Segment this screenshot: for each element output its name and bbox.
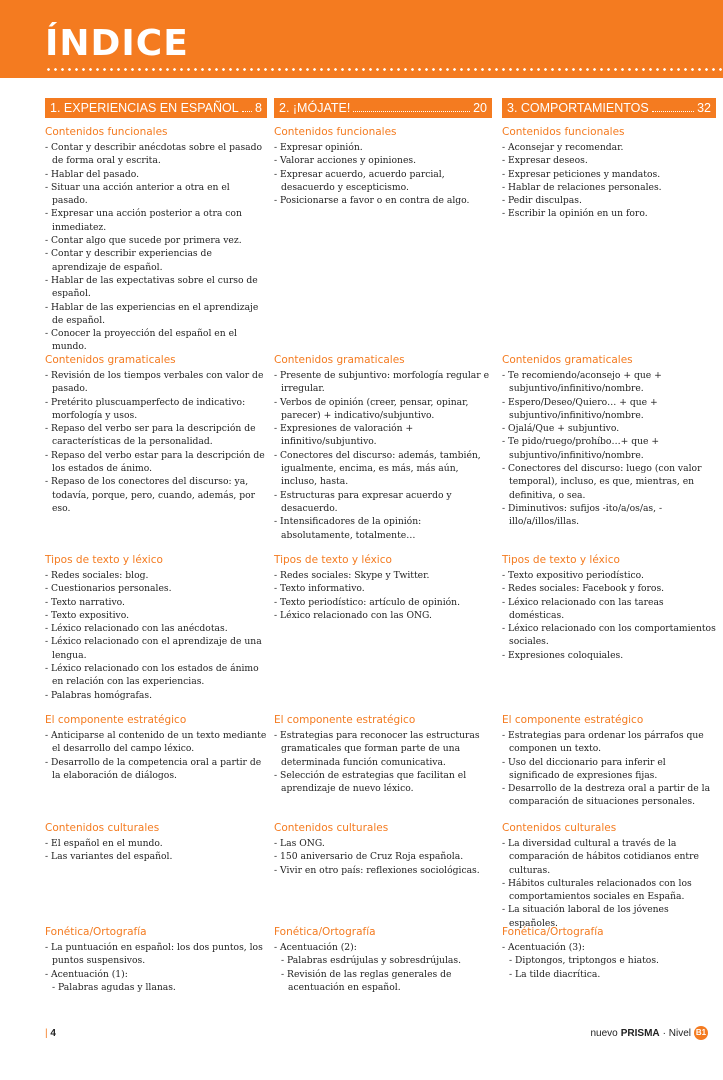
list-item: - Pretérito pluscuamperfecto de indicativo: morfología y usos. bbox=[45, 396, 267, 423]
list-item: - Conectores del discurso: luego (con valor temporal), incluso, es que, mientras, en definitiva, o sea. bbox=[502, 462, 716, 502]
section-list bbox=[502, 941, 716, 981]
chapter-header bbox=[274, 98, 492, 118]
section-title: Fonética/Ortografía bbox=[45, 926, 147, 938]
list-item: - Redes sociales: Facebook y foros. bbox=[502, 582, 716, 595]
section bbox=[45, 126, 267, 354]
list-item: - Léxico relacionado con las ONG. bbox=[274, 609, 492, 622]
section bbox=[274, 126, 492, 207]
section bbox=[502, 354, 716, 529]
list-item: - Aconsejar y recomendar. bbox=[502, 141, 716, 154]
list-item: - Te recomiendo/aconsejo + que + subjuntivo/infinitivo/nombre. bbox=[502, 369, 716, 396]
section bbox=[45, 822, 267, 864]
list-item: - Verbos de opinión (creer, pensar, opinar, parecer) + indicativo/subjuntivo. bbox=[274, 396, 492, 423]
section-list bbox=[274, 569, 492, 622]
list-item: - Acentuación (1): bbox=[45, 968, 267, 981]
list-item: - Hábitos culturales relacionados con los comportamientos sociales en España. bbox=[502, 877, 716, 904]
section-title: Contenidos funcionales bbox=[502, 126, 625, 138]
section-title: El componente estratégico bbox=[45, 714, 187, 726]
section-title: Contenidos funcionales bbox=[274, 126, 397, 138]
chapter-name: 3. COMPORTAMIENTOS bbox=[507, 101, 649, 115]
list-item: - Las variantes del español. bbox=[45, 850, 267, 863]
section-list bbox=[502, 141, 716, 221]
list-item: - Hablar del pasado. bbox=[45, 168, 267, 181]
list-item: - La tilde diacrítica. bbox=[502, 968, 716, 981]
list-item: - Situar una acción anterior a otra en el pasado. bbox=[45, 181, 267, 208]
section bbox=[502, 126, 716, 221]
list-item: - Hablar de las experiencias en el aprendizaje de español. bbox=[45, 301, 267, 328]
list-item: - Selección de estrategias que facilitan el aprendizaje de nuevo léxico. bbox=[274, 769, 492, 796]
list-item: - Uso del diccionario para inferir el significado de expresiones fijas. bbox=[502, 756, 716, 783]
list-item: - Posicionarse a favor o en contra de algo. bbox=[274, 194, 492, 207]
section-list bbox=[502, 729, 716, 809]
list-item: - Intensificadores de la opinión: absolutamente, totalmente… bbox=[274, 515, 492, 542]
list-item: - Hablar de las expectativas sobre el curso de español. bbox=[45, 274, 267, 301]
section-title: Fonética/Ortografía bbox=[274, 926, 376, 938]
list-item: - 150 aniversario de Cruz Roja española. bbox=[274, 850, 492, 863]
list-item: - Revisión de los tiempos verbales con valor de pasado. bbox=[45, 369, 267, 396]
list-item: - Desarrollo de la competencia oral a partir de la elaboración de diálogos. bbox=[45, 756, 267, 783]
section bbox=[45, 554, 267, 702]
list-item: - Ojalá/Que + subjuntivo. bbox=[502, 422, 716, 435]
list-item: - Texto expositivo periodístico. bbox=[502, 569, 716, 582]
list-item: - Léxico relacionado con los comportamientos sociales. bbox=[502, 622, 716, 649]
chapter-page: 20 bbox=[473, 101, 487, 115]
list-item: - Texto periodístico: artículo de opinión. bbox=[274, 596, 492, 609]
list-item: - Palabras homógrafas. bbox=[45, 689, 267, 702]
list-item: - El español en el mundo. bbox=[45, 837, 267, 850]
chapter-name: 1. EXPERIENCIAS EN ESPAÑOL bbox=[50, 101, 239, 115]
list-item: - La situación laboral de los jóvenes españoles. bbox=[502, 903, 716, 930]
list-item: - Expresar opinión. bbox=[274, 141, 492, 154]
section-title: Contenidos culturales bbox=[45, 822, 160, 834]
list-item: - Palabras esdrújulas y sobresdrújulas. bbox=[274, 954, 492, 967]
list-item: - Conocer la proyección del español en el mundo. bbox=[45, 327, 267, 354]
header-band bbox=[0, 0, 723, 78]
list-item: - Contar algo que sucede por primera vez. bbox=[45, 234, 267, 247]
chapter-header bbox=[502, 98, 716, 118]
list-item: - Redes sociales: Skype y Twitter. bbox=[274, 569, 492, 582]
section-list bbox=[274, 369, 492, 542]
section bbox=[274, 822, 492, 877]
section-list bbox=[274, 837, 492, 877]
list-item: - Expresiones de valoración + infinitivo/subjuntivo. bbox=[274, 422, 492, 449]
section bbox=[274, 354, 492, 542]
list-item: - Expresar deseos. bbox=[502, 154, 716, 167]
section-list bbox=[45, 729, 267, 782]
section-list bbox=[45, 569, 267, 702]
section bbox=[274, 926, 492, 994]
chapter-name: 2. ¡MÓJATE! bbox=[279, 101, 351, 115]
list-item: - La puntuación en español: los dos puntos, los puntos suspensivos. bbox=[45, 941, 267, 968]
section-list bbox=[502, 369, 716, 529]
list-item: - Hablar de relaciones personales. bbox=[502, 181, 716, 194]
list-item: - Léxico relacionado con las tareas domésticas. bbox=[502, 596, 716, 623]
list-item: - Repaso de los conectores del discurso: ya, todavía, porque, pero, cuando, además, por eso. bbox=[45, 475, 267, 515]
list-item: - Léxico relacionado con el aprendizaje de una lengua. bbox=[45, 635, 267, 662]
section-title: Fonética/Ortografía bbox=[502, 926, 604, 938]
footer-brand bbox=[591, 1026, 709, 1040]
level-label: · Nivel bbox=[662, 1027, 691, 1039]
section bbox=[502, 926, 716, 981]
section-title: El componente estratégico bbox=[274, 714, 416, 726]
brand-name: PRISMA bbox=[620, 1027, 660, 1039]
list-item: - Expresar una acción posterior a otra con inmediatez. bbox=[45, 207, 267, 234]
list-item: - Presente de subjuntivo: morfología regular e irregular. bbox=[274, 369, 492, 396]
section-list bbox=[45, 369, 267, 515]
list-item: - Estructuras para expresar acuerdo y desacuerdo. bbox=[274, 489, 492, 516]
section-list bbox=[45, 941, 267, 994]
list-item: - Desarrollo de la destreza oral a partir de la comparación de situaciones personales. bbox=[502, 782, 716, 809]
section bbox=[502, 822, 716, 930]
list-item: - Revisión de las reglas generales de acentuación en español. bbox=[274, 968, 492, 995]
section-title: Tipos de texto y léxico bbox=[274, 554, 392, 566]
list-item: - Palabras agudas y llanas. bbox=[45, 981, 267, 994]
chapter-page: 32 bbox=[697, 101, 711, 115]
list-item: - Acentuación (2): bbox=[274, 941, 492, 954]
list-item: - Texto narrativo. bbox=[45, 596, 267, 609]
section-title: El componente estratégico bbox=[502, 714, 644, 726]
list-item: - Contar y describir experiencias de aprendizaje de español. bbox=[45, 247, 267, 274]
section-title: Contenidos gramaticales bbox=[274, 354, 405, 366]
section-list bbox=[45, 141, 267, 354]
list-item: - Diminutivos: sufijos -ito/a/os/as, -illo/a/illos/illas. bbox=[502, 502, 716, 529]
list-item: - Cuestionarios personales. bbox=[45, 582, 267, 595]
chapter-header bbox=[45, 98, 267, 118]
chapter-column bbox=[274, 98, 492, 993]
chapter-page: 8 bbox=[255, 101, 262, 115]
list-item: - Vivir en otro país: reflexiones sociológicas. bbox=[274, 864, 492, 877]
chapter-column bbox=[45, 98, 267, 993]
section-title: Contenidos gramaticales bbox=[45, 354, 176, 366]
section bbox=[502, 554, 716, 662]
list-item: - Léxico relacionado con los estados de ánimo en relación con las experiencias. bbox=[45, 662, 267, 689]
level-badge: B1 bbox=[694, 1026, 708, 1040]
page-number: | 4 bbox=[45, 1028, 56, 1039]
list-item: - Estrategias para ordenar los párrafos que componen un texto. bbox=[502, 729, 716, 756]
section-list bbox=[274, 941, 492, 994]
section bbox=[274, 554, 492, 622]
list-item: - Escribir la opinión en un foro. bbox=[502, 207, 716, 220]
list-item: - Las ONG. bbox=[274, 837, 492, 850]
list-item: - Texto informativo. bbox=[274, 582, 492, 595]
list-item: - Expresar peticiones y mandatos. bbox=[502, 168, 716, 181]
list-item: - Redes sociales: blog. bbox=[45, 569, 267, 582]
chapter-column bbox=[502, 98, 716, 980]
list-item: - Valorar acciones y opiniones. bbox=[274, 154, 492, 167]
list-item: - Espero/Deseo/Quiero… + que + subjuntivo/infinitivo/nombre. bbox=[502, 396, 716, 423]
list-item: - Pedir disculpas. bbox=[502, 194, 716, 207]
section-list bbox=[502, 569, 716, 662]
section-list bbox=[502, 837, 716, 930]
brand-prefix: nuevo bbox=[590, 1027, 618, 1039]
list-item: - Estrategias para reconocer las estructuras gramaticales que forman parte de una determinada función comunicativa. bbox=[274, 729, 492, 769]
list-item: - Te pido/ruego/prohíbo…+ que + subjuntivo/infinitivo/nombre. bbox=[502, 435, 716, 462]
list-item: - Léxico relacionado con las anécdotas. bbox=[45, 622, 267, 635]
list-item: - Contar y describir anécdotas sobre el pasado de forma oral y escrita. bbox=[45, 141, 267, 168]
section-title: Contenidos culturales bbox=[502, 822, 617, 834]
section bbox=[45, 354, 267, 515]
list-item: - Diptongos, triptongos e hiatos. bbox=[502, 954, 716, 967]
section bbox=[502, 714, 716, 809]
section-title: Tipos de texto y léxico bbox=[45, 554, 163, 566]
list-item: - Conectores del discurso: además, también, igualmente, encima, es más, más aún, incluso, hasta. bbox=[274, 449, 492, 489]
list-item: - Texto expositivo. bbox=[45, 609, 267, 622]
list-item: - Expresiones coloquiales. bbox=[502, 649, 716, 662]
section-list bbox=[45, 837, 267, 864]
section bbox=[274, 714, 492, 795]
section-title: Contenidos gramaticales bbox=[502, 354, 633, 366]
page-title: ÍNDICE bbox=[45, 23, 189, 64]
list-item: - Repaso del verbo estar para la descripción de los estados de ánimo. bbox=[45, 449, 267, 476]
list-item: - Anticiparse al contenido de un texto mediante el desarrollo del campo léxico. bbox=[45, 729, 267, 756]
section bbox=[45, 926, 267, 994]
section-title: Contenidos culturales bbox=[274, 822, 389, 834]
dotted-divider bbox=[45, 68, 723, 71]
section-list bbox=[274, 141, 492, 207]
section bbox=[45, 714, 267, 782]
section-title: Contenidos funcionales bbox=[45, 126, 168, 138]
list-item: - La diversidad cultural a través de la comparación de hábitos cotidianos entre culturas. bbox=[502, 837, 716, 877]
section-title: Tipos de texto y léxico bbox=[502, 554, 620, 566]
section-list bbox=[274, 729, 492, 795]
list-item: - Repaso del verbo ser para la descripción de características de la personalidad. bbox=[45, 422, 267, 449]
list-item: - Expresar acuerdo, acuerdo parcial, desacuerdo y escepticismo. bbox=[274, 168, 492, 195]
list-item: - Acentuación (3): bbox=[502, 941, 716, 954]
